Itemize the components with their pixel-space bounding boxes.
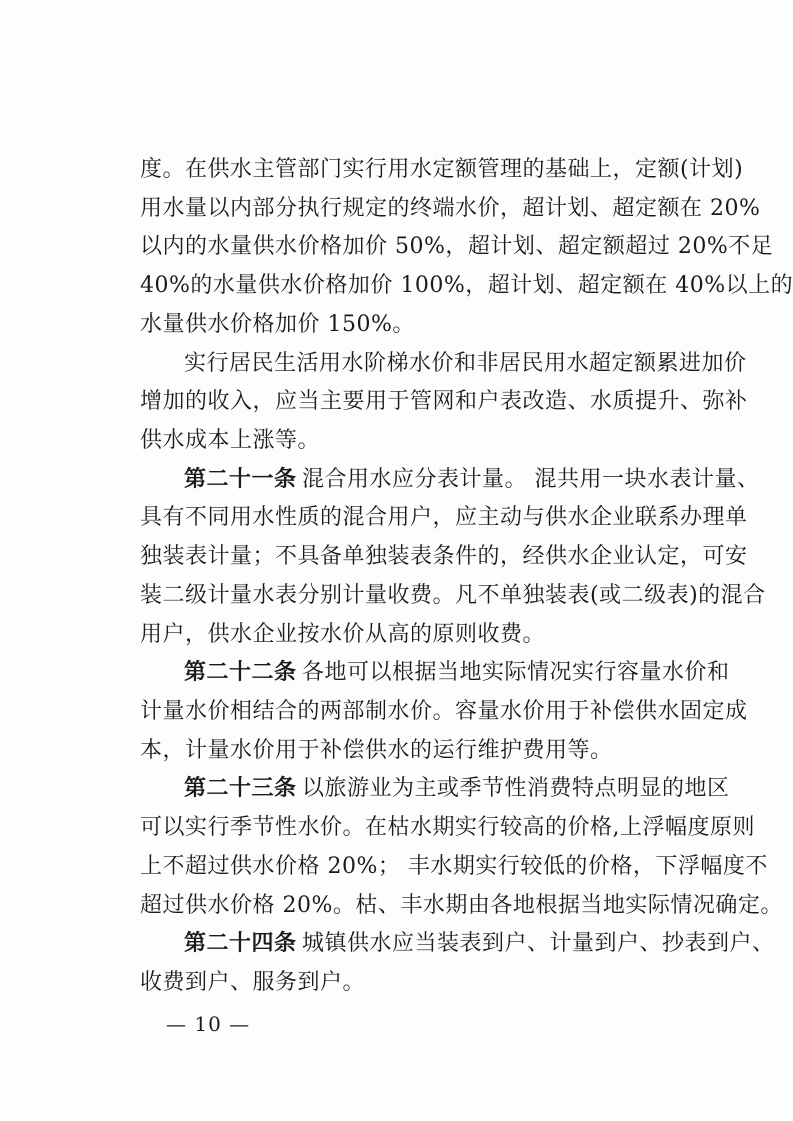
- body-text: 水量供水价格加价 150%。: [140, 312, 415, 337]
- body-text: 增加的收入，应当主要用于管网和户表改造、水质提升、弥补: [140, 389, 748, 414]
- body-text: 具有不同用水性质的混合用户，应主动与供水企业联系办理单: [140, 505, 748, 530]
- body-text: 收费到户、服务到户。: [140, 970, 366, 995]
- body-text: 以旅游业为主或季节性消费特点明显的地区: [302, 776, 730, 801]
- article-heading: 第二十一条: [184, 467, 297, 492]
- body-text: 40%的水量供水价格加价 100%，超计划、超定额在 40%以上的: [140, 273, 793, 298]
- body-text: 计量水价相结合的两部制水价。容量水价用于补偿供水固定成: [140, 699, 748, 724]
- body-text: 可以实行季节性水价。在枯水期实行较高的价格,上浮幅度原则: [140, 815, 755, 840]
- body-text: 用户，供水企业按水价从高的原则收费。: [140, 622, 546, 647]
- body-text: 城镇供水应当装表到户、计量到户、抄表到户、: [302, 931, 775, 956]
- article-heading: 第二十四条: [184, 931, 297, 956]
- article-heading: 第二十三条: [184, 776, 297, 801]
- body-text: 实行居民生活用水阶梯水价和非居民用水超定额累进加价: [184, 351, 747, 376]
- body-text: 用水量以内部分执行规定的终端水价，超计划、超定额在 20%: [140, 196, 761, 221]
- body-text: 独装表计量；不具备单独装表条件的，经供水企业认定，可安: [140, 544, 748, 569]
- body-text: 供水成本上涨等。: [140, 428, 321, 453]
- body-text: 超过供水价格 20%。枯、丰水期由各地根据当地实际情况确定。: [140, 893, 783, 918]
- body-text: 装二级计量水表分别计量收费。凡不单独装表(或二级表)的混合: [140, 583, 766, 608]
- article-heading: 第二十二条: [184, 660, 297, 685]
- page-number: — 10 —: [166, 1012, 251, 1036]
- body-text: 本，计量水价用于补偿供水的运行维护费用等。: [140, 738, 613, 763]
- body-text: 混合用水应分表计量。 混共用一块水表计量、: [302, 467, 760, 492]
- body-text: 上不超过供水价格 20%； 丰水期实行较低的价格，下浮幅度不: [140, 854, 768, 879]
- body-text: 以内的水量供水价格加价 50%，超计划、超定额超过 20%不足: [140, 234, 774, 259]
- body-text: 各地可以根据当地实际情况实行容量水价和: [302, 660, 730, 685]
- body-text: 度。在供水主管部门实行用水定额管理的基础上，定额(计划): [140, 157, 744, 182]
